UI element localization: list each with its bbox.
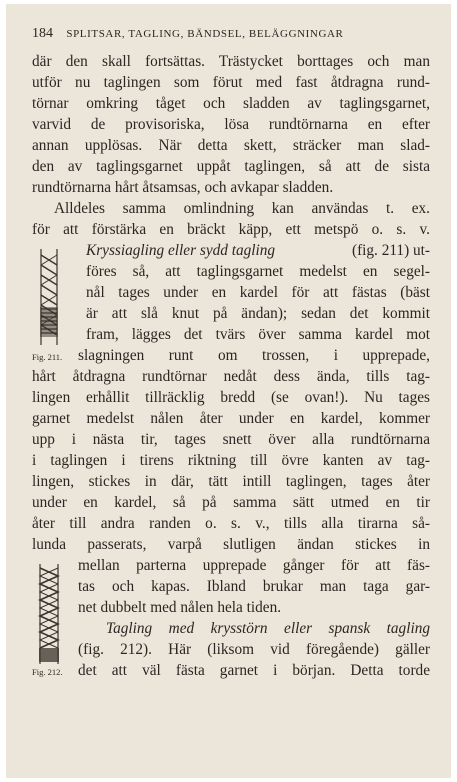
text-line: där den skall fortsättas. Trästycket borttages och man	[32, 53, 430, 70]
text-line: utför nu taglingen som förut med fast åtdragna rund-	[32, 74, 430, 91]
text-line: för att förstärka en bräckt käpp, ett metspö o. s. v.	[32, 221, 430, 238]
text-line: slagningen runt om trossen, i upprepade,	[78, 347, 430, 364]
running-title: SPLITSAR, TAGLING, BÄNDSEL, BELÄGGNINGAR	[66, 28, 344, 40]
book-page	[6, 4, 451, 778]
text-line: lingen erhållit tillräcklig bredd (se ovan!). Nu tages	[32, 389, 430, 406]
text-line: varvid de provisoriska, lösa rundtörnarna en efter	[32, 116, 430, 133]
text-line: det att väl fästa garnet i början. Detta torde	[78, 662, 430, 679]
text-line: föres så, att taglingsgarnet medelst en segel-	[86, 263, 430, 280]
text-line: nål tages under en kardel för att fästas (bäst	[86, 284, 430, 301]
text-line: i taglingen i tirens riktning till övre kanten av tag-	[32, 452, 430, 469]
text-line: rundtörnarna hårt åtsamsas, och avkapar sladden.	[32, 179, 334, 196]
figure-211-cross-tagling-illustration	[32, 249, 66, 345]
page-header	[32, 26, 422, 42]
text-line: (fig. 212). Här (liksom vid föregående) gäller	[78, 641, 430, 658]
page-number: 184	[32, 26, 53, 41]
text-line: annan upplösas. När detta skett, sträcker man slad-	[32, 137, 430, 154]
text-line: net dubbelt med nålen hela tiden.	[78, 599, 282, 616]
text-line: tas och kapas. Ibland brukar man taga gar-	[78, 578, 430, 595]
text-line: garnet medelst nålen åter under en kardel, kommer	[32, 410, 430, 427]
figure-label: Fig. 211.	[32, 352, 63, 362]
section-heading: Tagling med krysstörn eller spansk tagling	[106, 620, 430, 637]
text-line: åter till andra randen o. s. v., tills alla tirarna så-	[32, 515, 430, 532]
text-line: Alldeles samma omlindning kan användas t. ex.	[54, 200, 430, 217]
text-line: upp i nästa tir, tages snett över alla rundtörnarna	[32, 431, 430, 448]
figure-212-spanish-tagling-illustration	[32, 564, 66, 664]
text-line: den av taglingsgarnet uppåt taglingen, så att de sista	[32, 158, 430, 175]
text-line: mellan parterna upprepade gånger för att fäs-	[78, 557, 430, 574]
text-line-with-heading	[86, 241, 430, 261]
figure-label: Fig. 212.	[32, 667, 63, 677]
section-heading: Kryssiagling eller sydd tagling	[86, 242, 276, 259]
text-line: är att slå knut på ändan); sedan det kommit	[86, 305, 430, 322]
text-line: under en kardel, så på samma sätt utmed en tir	[32, 494, 430, 511]
text-line: (fig. 211) ut-	[351, 242, 430, 259]
text-line: lunda passerats, varpå slutligen ändan stickes in	[32, 536, 430, 553]
text-line: hårt åtdragna rundtörnar nedåt dess ända, tills tag-	[32, 368, 430, 385]
text-line: lingen, stickes in där, tätt intill taglingen, tages åter	[32, 473, 430, 490]
text-line: fram, lägges det tvärs över samma kardel mot	[86, 326, 430, 343]
text-line: törnar omkring tåget och sladden av taglingsgarnet,	[32, 95, 430, 112]
